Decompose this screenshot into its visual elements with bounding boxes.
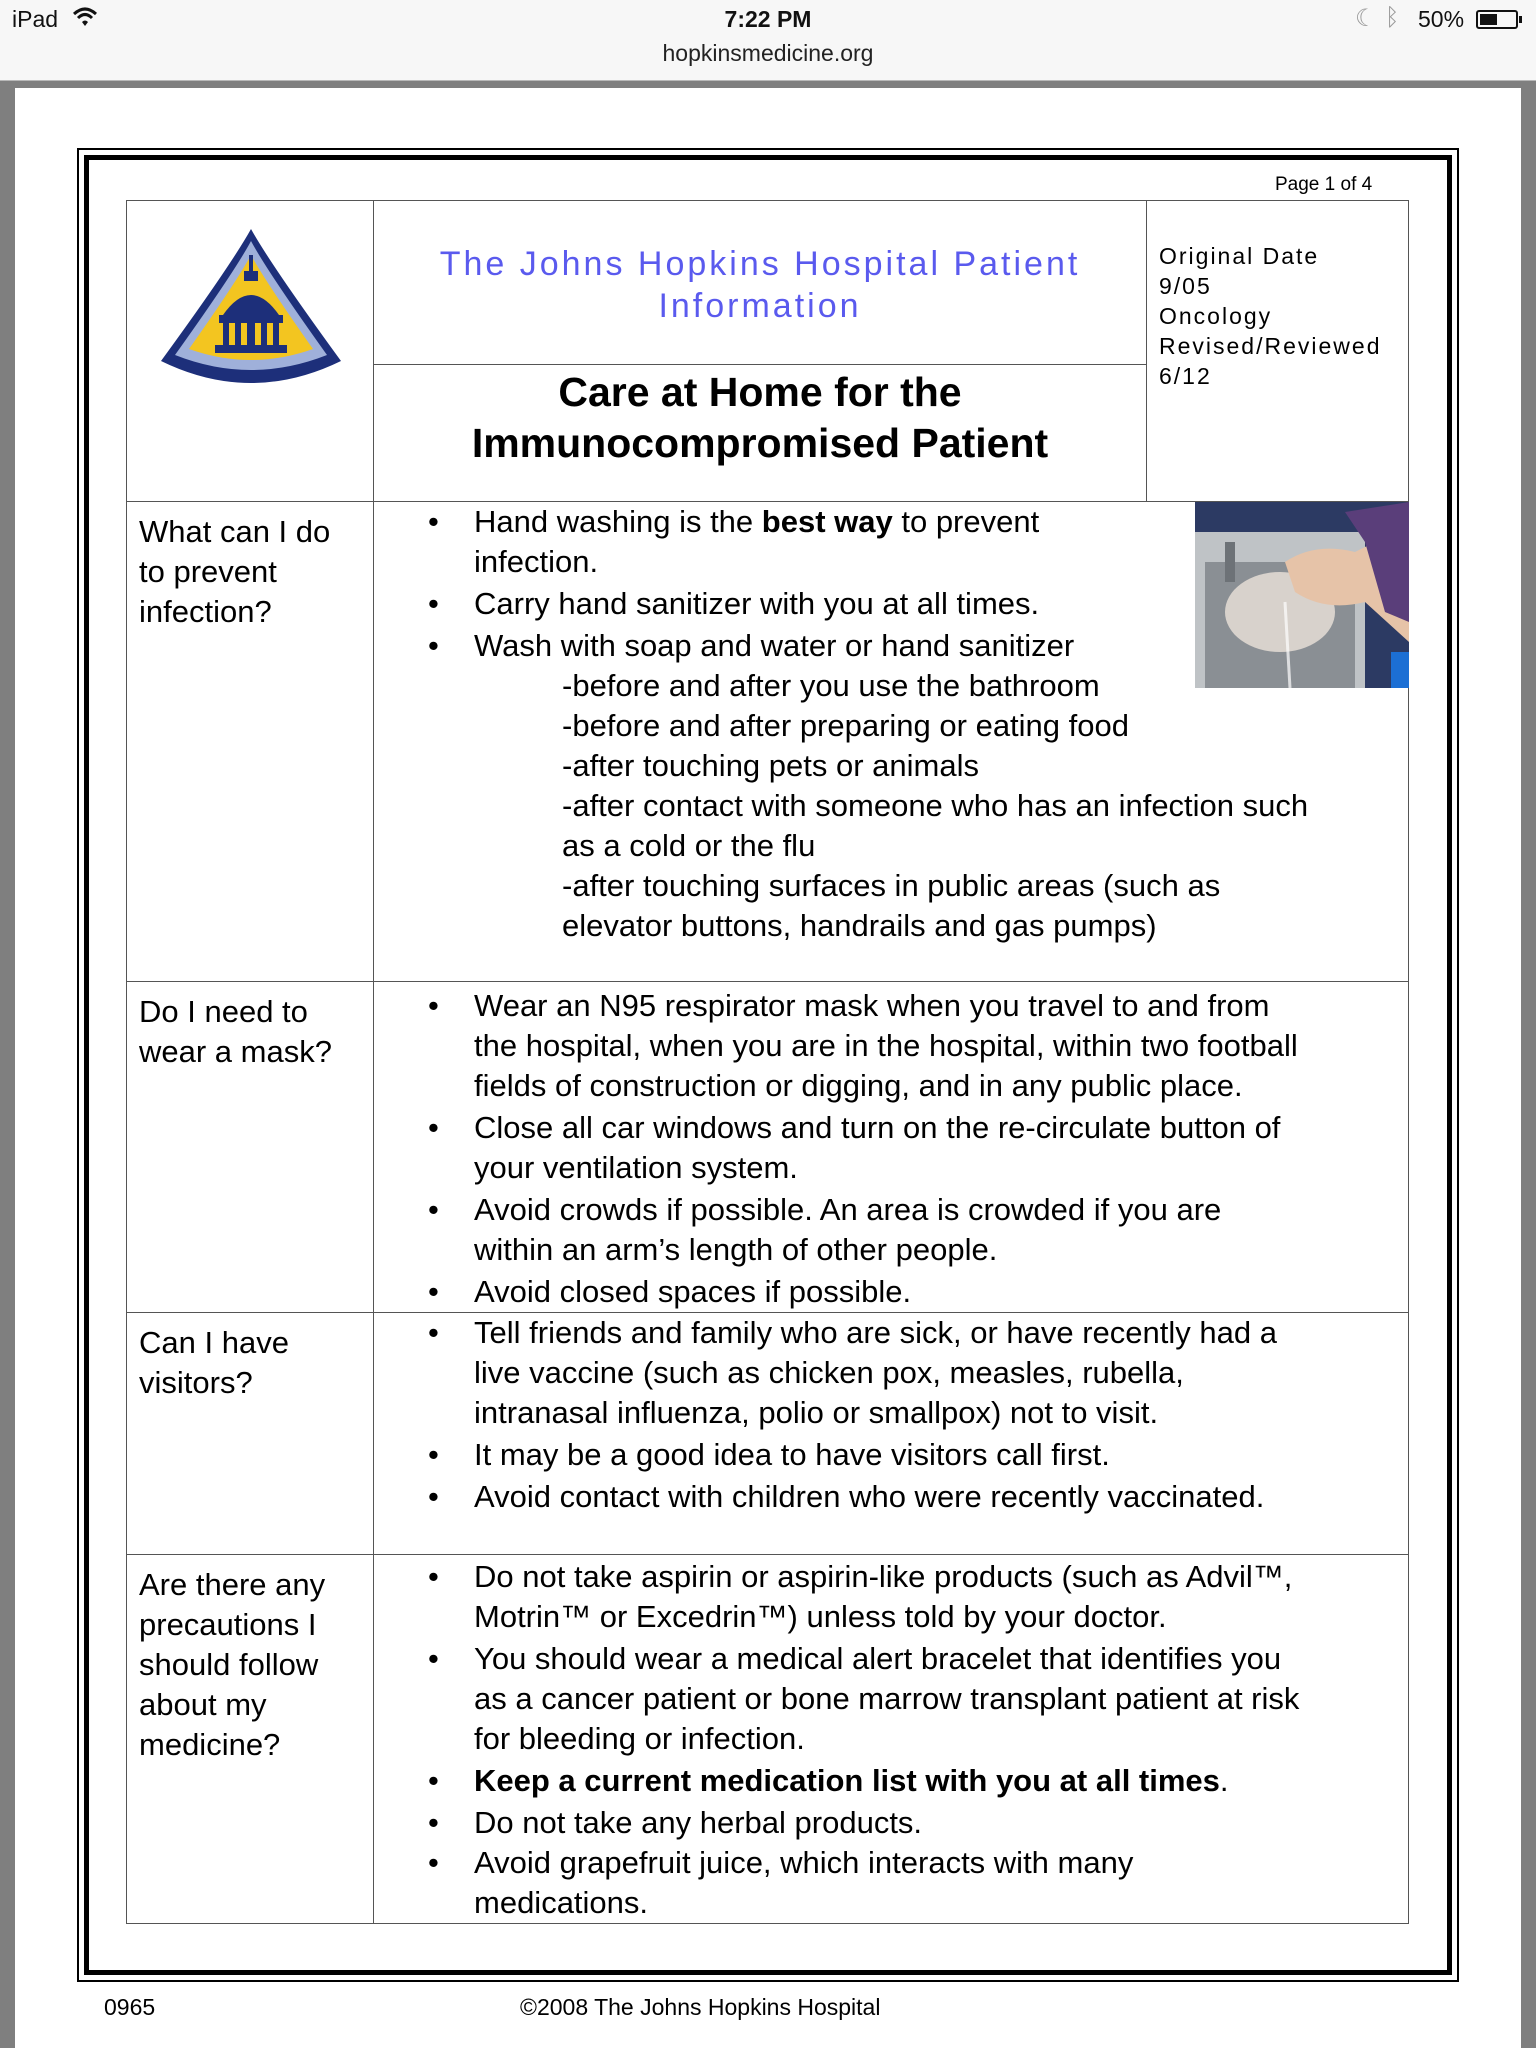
sub-list	[374, 666, 1396, 946]
logo-cell	[127, 201, 374, 502]
bullet-list	[374, 1557, 1396, 1923]
page-title: Care at Home for the Immunocompromised Patient	[471, 369, 1049, 466]
pdf-page	[15, 88, 1521, 2048]
title-cell	[374, 365, 1147, 502]
answer-cell	[374, 1313, 1409, 1555]
list-item: • Avoid contact with children who were recently vaccinated.	[474, 1477, 1396, 1517]
list-item: • Avoid crowds if possible. An area is crowded if you are within an arm’s length of other people.	[474, 1190, 1396, 1270]
johns-hopkins-shield-logo	[153, 225, 349, 393]
question-cell: What can I do to prevent infection?	[127, 502, 374, 982]
bullet-list	[374, 502, 1396, 666]
sub-item: as a cold or the flu	[562, 828, 816, 863]
list-item: • It may be a good idea to have visitors call first.	[474, 1435, 1396, 1475]
battery-percent: 50%	[1418, 6, 1465, 32]
sub-item: -after contact with someone who has an infection such	[562, 788, 1309, 823]
document-table	[126, 200, 1409, 1924]
list-item: • Close all car windows and turn on the re-circulate button of your ventilation system.	[474, 1108, 1396, 1188]
status-bar	[0, 0, 1536, 81]
question-cell: Are there any precautions I should follow about my medicine?	[127, 1555, 374, 1924]
page-number: Page 1 of 4	[1275, 174, 1373, 195]
sub-item: -before and after you use the bathroom	[562, 668, 1100, 703]
answer-cell	[374, 1555, 1409, 1924]
battery-fill	[1480, 14, 1497, 25]
org-heading: The Johns Hopkins Hospital Patient Information	[439, 245, 1081, 325]
address-bar[interactable]: hopkinsmedicine.org	[662, 40, 874, 66]
list-item: • Do not take aspirin or aspirin-like products (such as Advil™, Motrin™ or Excedrin™) unless told by your doctor.	[474, 1557, 1396, 1637]
bullet-list	[374, 986, 1396, 1312]
meta-cell	[1147, 201, 1409, 502]
list-item: • Wash with soap and water or hand sanitizer	[474, 626, 1396, 666]
document-code: 0965	[104, 1994, 156, 2020]
sub-item: -after touching surfaces in public areas (such as	[562, 868, 1221, 903]
battery-tip	[1519, 16, 1522, 23]
sub-item: elevator buttons, handrails and gas pumps)	[562, 908, 1157, 943]
sub-item: -after touching pets or animals	[562, 748, 979, 783]
list-item: • Do not take any herbal products.	[474, 1803, 1396, 1843]
question-cell: Can I have visitors?	[127, 1313, 374, 1555]
sub-item: -before and after preparing or eating food	[562, 708, 1129, 743]
copyright: ©2008 The Johns Hopkins Hospital	[520, 1994, 881, 2020]
clock: 7:22 PM	[724, 6, 812, 32]
battery-icon	[1476, 10, 1518, 29]
moon-icon: ☾	[1355, 5, 1377, 32]
answer-cell	[374, 982, 1409, 1313]
list-item: • Avoid closed spaces if possible.	[474, 1272, 1396, 1312]
list-item: • Wear an N95 respirator mask when you travel to and from the hospital, when you are in the hospital, within two football fields of construction or digging, and in any public place.	[474, 986, 1396, 1106]
bullet-list	[374, 1313, 1396, 1517]
document-dates: Original Date 9/05 Oncology Revised/Reviewed 6/12	[1159, 243, 1382, 389]
list-item: • You should wear a medical alert bracelet that identifies you as a cancer patient or bone marrow transplant patient at risk for bleeding or infection.	[474, 1639, 1396, 1759]
list-item: • Carry hand sanitizer with you at all times.	[474, 584, 1396, 624]
list-item: • Avoid grapefruit juice, which interacts with many medications.	[474, 1843, 1396, 1923]
org-heading-cell	[374, 201, 1147, 365]
device-name: iPad	[12, 6, 59, 32]
list-item: • Tell friends and family who are sick, or have recently had a live vaccine (such as chicken pox, measles, rubella, intranasal influenza, polio or smallpox) not to visit.	[474, 1313, 1396, 1433]
list-item: • Hand washing is the best way to prevent infection.	[474, 502, 1396, 582]
bluetooth-icon: ᛒ	[1385, 4, 1400, 31]
question-cell: Do I need to wear a mask?	[127, 982, 374, 1313]
answer-cell	[374, 502, 1409, 982]
list-item: • Keep a current medication list with you at all times.	[474, 1761, 1396, 1801]
